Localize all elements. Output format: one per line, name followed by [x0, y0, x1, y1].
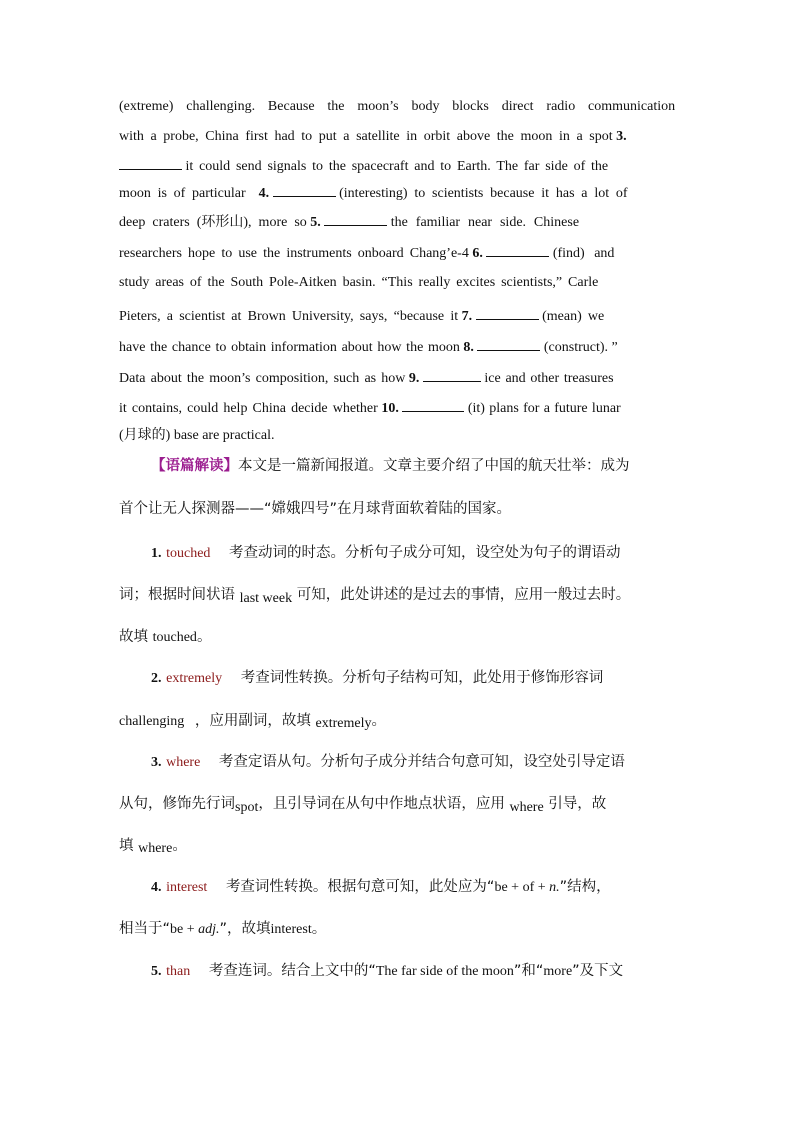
answer-number: 1. — [151, 546, 162, 561]
passage-word: the — [327, 99, 345, 114]
explanation-english: where — [509, 800, 544, 815]
answer-2-line-2 — [119, 711, 675, 732]
answer-3-line-2 — [119, 794, 675, 815]
explanation-text: 相当于“ — [119, 921, 171, 937]
explanation-text: 填 — [119, 838, 134, 854]
explanation-english: extremely — [315, 716, 372, 731]
explanation-text: ，应用副词，故填 — [194, 713, 311, 729]
explanation-text: ，且引导词在从句中作地点状语，应用 — [258, 796, 505, 812]
passage-line-11 — [119, 397, 675, 419]
answer-3-line-1 — [151, 752, 675, 773]
blank-10[interactable] — [402, 397, 464, 412]
explanation-text: 考查定语从句。分析句子成分并结合句意可知，设空处引导定语 — [218, 754, 625, 770]
answer-4-line-2 — [119, 919, 675, 940]
explanation-text: 可知，此处讲述的是过去的事情，应用一般过去时。 — [296, 587, 631, 603]
blank-number-7: 7. — [461, 309, 473, 324]
explanation-text: 考查动词的时态。分析句子成分可知，设空处为句子的谓语动 — [229, 545, 621, 561]
explanation-text: 故填 — [119, 629, 148, 645]
passage-line-12 — [119, 426, 675, 446]
answer-5-line-1 — [151, 961, 675, 982]
passage-text: Data about the moon’s composition, such as how — [119, 371, 406, 386]
passage-line-10 — [119, 367, 675, 389]
passage-word: blocks — [452, 99, 489, 114]
passage-text: Pieters, a scientist at Brown University, says, “because it — [119, 309, 459, 324]
explanation-english: challenging — [119, 714, 185, 729]
passage-word: body — [411, 99, 440, 114]
passage-text: moon is of particular — [119, 186, 246, 201]
passage-text: the familiar near side. Chinese — [390, 215, 580, 230]
explanation-text: 。 — [196, 629, 212, 645]
explanation-english: be + of + — [494, 880, 550, 895]
passage-word: (extreme) — [119, 99, 174, 114]
answer-1-line-3 — [119, 627, 675, 648]
passage-line-9 — [119, 336, 675, 358]
passage-line-1 — [119, 97, 675, 117]
passage-text: (it) plans for a future lunar — [467, 401, 621, 416]
blank-number-10: 10. — [381, 401, 399, 416]
answer-word: where — [166, 755, 201, 770]
blank-8[interactable] — [477, 336, 540, 351]
answer-4-line-1 — [151, 877, 675, 898]
passage-text: (mean) we — [542, 309, 605, 324]
analysis-line-2 — [119, 499, 675, 519]
blank-number-3: 3. — [616, 129, 627, 144]
passage-text: ice and other treasures — [484, 371, 614, 386]
passage-text: study areas of the South Pole-Aitken basin. “This really excites scientists,” Carle — [119, 275, 599, 290]
explanation-text: 。 — [371, 713, 387, 729]
explanation-text: 。 — [311, 921, 327, 937]
blank-number-8: 8. — [463, 340, 474, 355]
passage-text: it could send signals to the spacecraft and to Earth. The far side of the — [185, 159, 609, 174]
explanation-text: ”及下文 — [572, 963, 624, 979]
blank-number-5: 5. — [310, 215, 321, 230]
passage-line-8 — [119, 305, 675, 327]
passage-word: direct — [501, 99, 534, 114]
passage-line-7 — [119, 273, 675, 293]
blank-5[interactable] — [324, 211, 387, 226]
blank-number-4: 4. — [258, 186, 270, 201]
passage-word: Because — [267, 99, 315, 114]
explanation-english-italic: n. — [549, 880, 560, 895]
explanation-english: spot — [235, 800, 259, 815]
answer-word: interest — [166, 880, 208, 895]
passage-text: (construct). ” — [543, 340, 618, 355]
explanation-text: 词；根据时间状语 — [119, 587, 235, 603]
blank-9[interactable] — [423, 367, 481, 382]
explanation-english: The far side of the moon — [375, 964, 514, 979]
explanation-text: ”结构， — [559, 879, 611, 895]
passage-text: (find) and — [552, 246, 615, 261]
passage-line-4 — [119, 182, 675, 204]
answer-number: 3. — [151, 755, 162, 770]
answer-word: than — [166, 964, 191, 979]
passage-text: (月球的) base are practical. — [119, 428, 275, 443]
explanation-english: last week — [239, 591, 293, 606]
explanation-english-italic: adj. — [198, 922, 220, 937]
analysis-line-1 — [151, 456, 675, 476]
explanation-text: ”，故填 — [219, 921, 271, 937]
passage-text: have the chance to obtain information about how the moon — [119, 340, 460, 355]
answer-3-line-3 — [119, 836, 675, 857]
passage-text: researchers hope to use the instruments onboard Chang’e-4 — [119, 246, 469, 261]
explanation-english: where — [138, 841, 173, 856]
passage-text: it contains, could help China decide whether — [119, 401, 378, 416]
passage-text: (interesting) to scientists because it has a lot of — [339, 186, 628, 201]
blank-6[interactable] — [486, 242, 549, 257]
analysis-text: 本文是一篇新闻报道。文章主要介绍了中国的航天壮举：成为 — [238, 458, 630, 474]
blank-3[interactable] — [119, 155, 182, 170]
analysis-tag: 【语篇解读】 — [151, 458, 238, 474]
passage-text: with a probe, China first had to put a satellite in orbit above the moon in a spot — [119, 129, 613, 144]
explanation-english: be + — [170, 922, 199, 937]
passage-line-5 — [119, 211, 675, 233]
answer-1-line-1 — [151, 543, 675, 564]
analysis-text: 首个让无人探测器——“嫦娥四号”在月球背面软着陆的国家。 — [119, 501, 512, 517]
passage-word: moon’s — [357, 99, 399, 114]
explanation-text: 从句，修饰先行词 — [119, 796, 235, 812]
passage-word: challenging. — [186, 99, 256, 114]
explanation-text: 考查连词。结合上文中的“ — [208, 963, 376, 979]
explanation-text: 考查词性转换。分析句子结构可知，此处用于修饰形容词 — [240, 670, 604, 686]
explanation-text: ”和“ — [513, 963, 544, 979]
passage-line-6 — [119, 242, 675, 264]
blank-4[interactable] — [273, 182, 336, 197]
explanation-text: 。 — [172, 838, 187, 854]
explanation-english: more — [543, 964, 573, 979]
passage-word: radio — [546, 99, 576, 114]
answer-number: 5. — [151, 964, 162, 979]
blank-number-6: 6. — [472, 246, 483, 261]
passage-line-3 — [119, 155, 675, 177]
answer-2-line-1 — [151, 668, 675, 689]
passage-line-2 — [119, 127, 675, 147]
passage-text: deep craters (环形山), more so — [119, 215, 307, 230]
blank-number-9: 9. — [408, 371, 420, 386]
explanation-text: 引导，故 — [548, 796, 607, 812]
explanation-english: interest — [270, 922, 312, 937]
explanation-text: 考查词性转换。根据句意可知，此处应为“ — [225, 879, 495, 895]
explanation-english: touched — [152, 630, 197, 645]
answer-word: touched — [166, 546, 211, 561]
answer-1-line-2 — [119, 585, 675, 606]
answer-number: 2. — [151, 671, 162, 686]
blank-7[interactable] — [476, 305, 539, 320]
passage-word: communication — [588, 99, 676, 114]
answer-number: 4. — [151, 880, 162, 895]
answer-word: extremely — [166, 671, 223, 686]
